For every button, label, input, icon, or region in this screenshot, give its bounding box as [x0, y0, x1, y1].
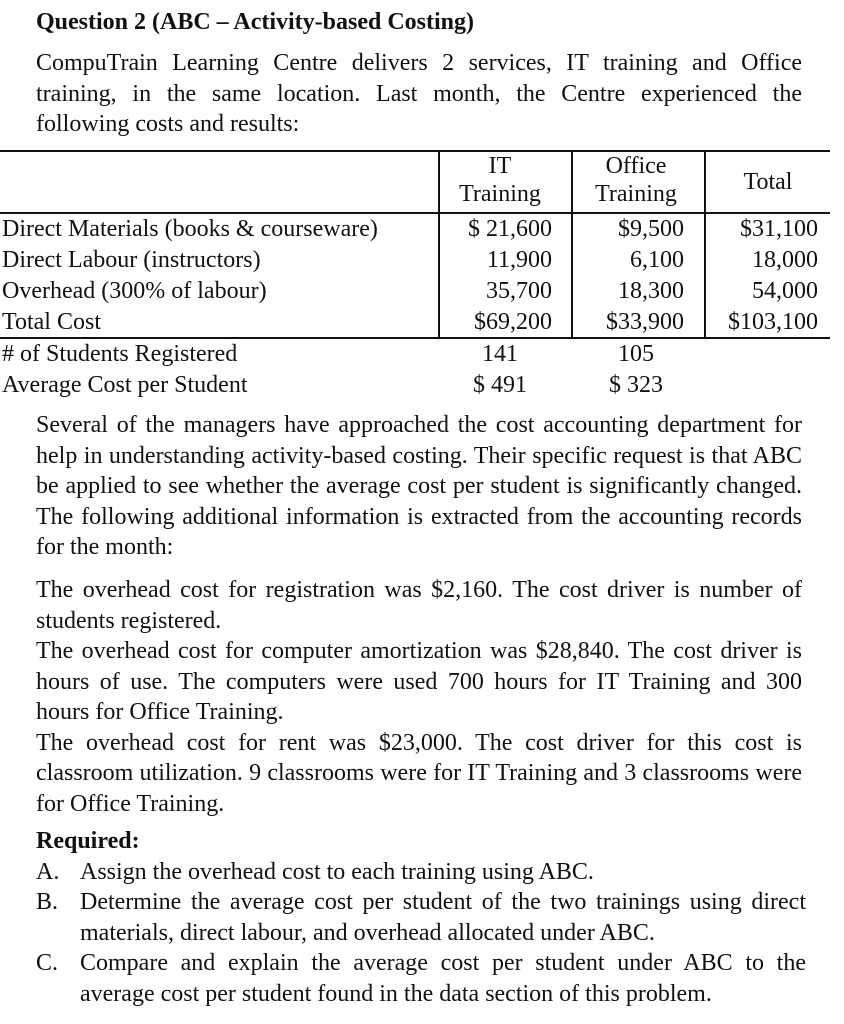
- item-letter: C.: [36, 950, 59, 976]
- header-total: Total: [743, 169, 793, 195]
- header-office-line2: Training: [595, 181, 677, 207]
- row-office-value: $ 323: [609, 372, 663, 398]
- table-top-rule: [0, 150, 830, 152]
- info-amortization: The overhead cost for computer amortization was $28,840. The cost driver is hours of use. The computers were used 700 hours for IT Training and 300 hours for Office Training.: [36, 638, 802, 725]
- row-total-value: 18,000: [752, 247, 818, 273]
- item-letter: B.: [36, 889, 59, 915]
- question-title: Question 2 (ABC – Activity-based Costing): [36, 9, 475, 35]
- table-vrule-2: [571, 150, 573, 339]
- row-it-value: $ 491: [473, 372, 527, 398]
- row-it-value: 35,700: [486, 278, 552, 304]
- row-label: Direct Materials (books & courseware): [2, 216, 378, 242]
- row-total-value: $103,100: [728, 309, 818, 335]
- item-text: Determine the average cost per student of the two trainings using direct materials, direct labour, and overhead allocated under ABC.: [80, 889, 806, 946]
- header-office: [574, 152, 698, 208]
- required-item-c: [36, 948, 806, 1009]
- item-text: Assign the overhead cost to each training using ABC.: [80, 858, 594, 885]
- item-letter: A.: [36, 858, 60, 885]
- row-total-value: $31,100: [740, 216, 818, 242]
- row-office-value: 6,100: [630, 247, 684, 273]
- row-office-value: 18,300: [618, 278, 684, 304]
- row-label: Average Cost per Student: [2, 372, 248, 398]
- cost-table: [0, 148, 844, 403]
- required-item-a: [36, 857, 806, 888]
- item-text: Compare and explain the average cost per student under ABC to the average cost per student found in the data section of this problem.: [80, 950, 806, 1007]
- row-it-value: $69,200: [474, 309, 552, 335]
- header-it: [440, 152, 560, 208]
- info-registration: The overhead cost for registration was $2,160. The cost driver is number of students registered.: [36, 577, 802, 634]
- row-office-value: 105: [618, 341, 654, 367]
- row-office-value: $9,500: [618, 216, 684, 242]
- header-office-line1: Office: [605, 153, 667, 179]
- intro-paragraph: CompuTrain Learning Centre delivers 2 services, IT training and Office training, in the same location. Last month, the Centre experienced the following costs and results:: [36, 50, 802, 137]
- row-office-value: $33,900: [606, 309, 684, 335]
- header-it-line1: IT: [488, 153, 512, 179]
- required-item-b: [36, 887, 806, 948]
- required-section: [36, 826, 806, 1009]
- row-label: Direct Labour (instructors): [2, 247, 261, 273]
- required-title: Required:: [36, 828, 140, 854]
- row-it-value: 11,900: [486, 247, 552, 273]
- additional-info: [36, 575, 802, 819]
- row-label: Overhead (300% of labour): [2, 278, 267, 304]
- row-total-value: 54,000: [752, 278, 818, 304]
- abc-request-paragraph: Several of the managers have approached the cost accounting department for help in understanding activity-based costing. Their specific request is that ABC be applied to see whether the average cost per student is significantly changed. The following additional information is extracted from the accounting records for the month:: [36, 412, 802, 560]
- row-it-value: 141: [482, 341, 518, 367]
- row-label: # of Students Registered: [2, 341, 238, 367]
- info-rent: The overhead cost for rent was $23,000. The cost driver for this cost is classroom utilization. 9 classrooms were for IT Training and 3 classrooms were for Office Training.: [36, 729, 802, 817]
- row-it-value: $ 21,600: [468, 216, 552, 242]
- header-it-line2: Training: [459, 181, 541, 207]
- row-label: Total Cost: [2, 309, 101, 335]
